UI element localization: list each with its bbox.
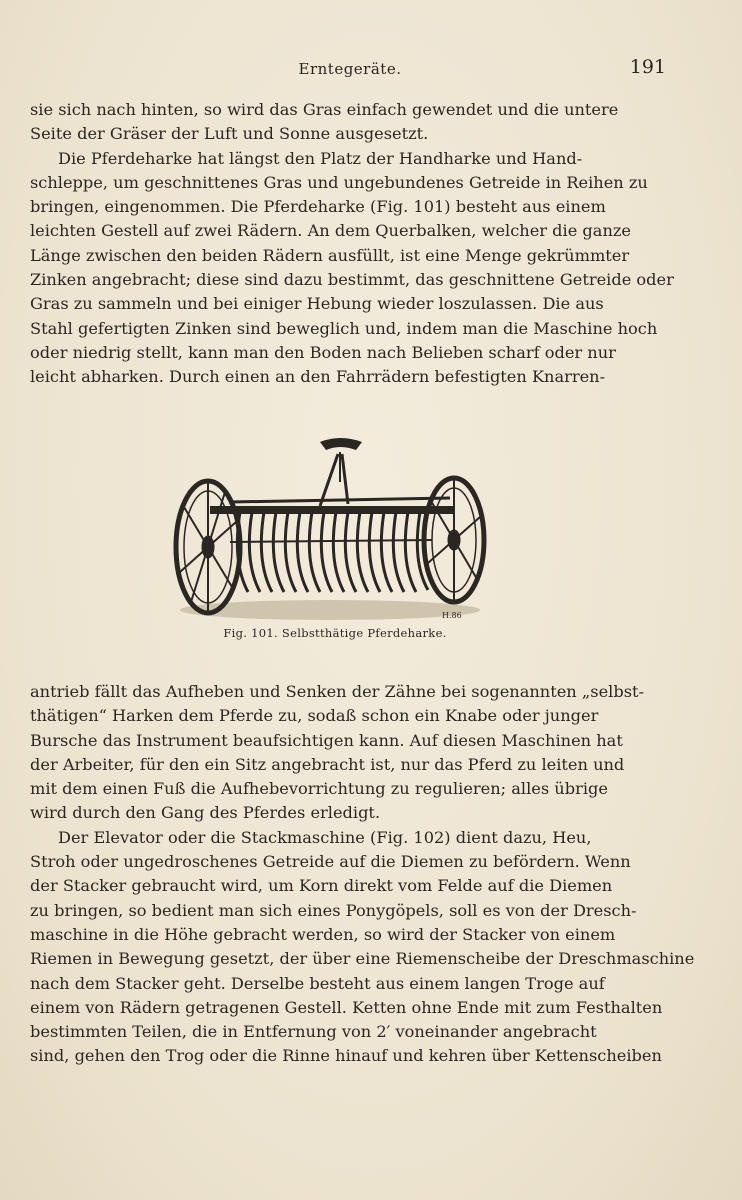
text-block-bottom xyxy=(30,680,695,1069)
text-line: sie sich nach hinten, so wird das Gras einfach gewendet und die untere xyxy=(30,100,619,119)
text-line: bestimmten Teilen, die in Entfernung von 2′ voneinander angebracht xyxy=(30,1022,597,1042)
text-line: sind, gehen den Trog oder die Rinne hinauf und kehren über Kettenscheiben xyxy=(30,1046,662,1066)
text-line: maschine in die Höhe gebracht werden, so wird der Stacker von einem xyxy=(30,924,616,944)
figure-caption: Fig. 101. Selbstthätige Pferdeharke. xyxy=(223,626,447,640)
text-line: Stroh oder ungedroschenes Getreide auf die Diemen zu befördern. Wenn xyxy=(30,852,631,872)
page-number: 191 xyxy=(629,56,666,78)
text-line: bringen, eingenommen. Die Pferdeharke (Fig. 101) besteht aus einem xyxy=(30,197,606,217)
text-line: mit dem einen Fuß die Aufhebevorrichtung zu regulieren; alles übrige xyxy=(30,779,608,799)
rake-tines xyxy=(237,512,428,592)
text-line: nach dem Stacker geht. Derselbe besteht aus einem langen Troge auf xyxy=(30,973,605,993)
text-line: Der Elevator oder die Stackmaschine (Fig. 102) dient dazu, Heu, xyxy=(58,827,592,847)
text-line: Bursche das Instrument beaufsichtigen kann. Auf diesen Maschinen hat xyxy=(30,730,623,750)
text-line: leicht abharken. Durch einen an den Fahrrädern befestigten Knarren- xyxy=(30,367,606,387)
text-line: Länge zwischen den beiden Rädern ausfüllt, ist eine Menge gekrümmter xyxy=(30,245,630,265)
text-line: antrieb fällt das Aufheben und Senken der Zähne bei sogenannten „selbst- xyxy=(30,682,644,701)
text-block-top xyxy=(30,98,674,390)
running-title: Erntegeräte. xyxy=(298,60,402,78)
text-line: schleppe, um geschnittenes Gras und ungebundenes Getreide in Reihen zu xyxy=(30,172,648,192)
text-line: wird durch den Gang des Pferdes erledigt. xyxy=(30,803,381,823)
text-line: Riemen in Bewegung gesetzt, der über eine Riemenscheibe der Dreschmaschine xyxy=(30,949,695,969)
horse-rake-illustration xyxy=(170,432,490,624)
text-line: oder niedrig stellt, kann man den Boden nach Belieben scharf oder nur xyxy=(30,342,616,362)
text-line: einem von Rädern getragenen Gestell. Ketten ohne Ende mit zum Festhalten xyxy=(30,997,663,1017)
text-line: der Arbeiter, für den ein Sitz angebracht ist, nur das Pferd zu leiten und xyxy=(30,754,625,774)
text-line: leichten Gestell auf zwei Rädern. An dem Querbalken, welcher die ganze xyxy=(30,221,631,241)
text-line: Die Pferdeharke hat längst den Platz der Handharke und Hand- xyxy=(58,148,583,168)
text-line: Stahl gefertigten Zinken sind beweglich und, indem man die Maschine hoch xyxy=(30,318,658,338)
figure-horse-rake xyxy=(170,432,490,624)
text-line: Gras zu sammeln und bei einiger Hebung wieder loszulassen. Die aus xyxy=(30,294,604,314)
text-line: der Stacker gebraucht wird, um Korn direkt vom Felde auf die Diemen xyxy=(30,876,613,896)
engraver-signature: H.86 xyxy=(442,611,462,620)
text-line: Zinken angebracht; diese sind dazu bestimmt, das geschnittene Getreide oder xyxy=(30,270,674,290)
text-line: Seite der Gräser der Luft und Sonne ausgesetzt. xyxy=(30,124,429,144)
right-wheel xyxy=(424,478,484,602)
text-line: thätigen“ Harken dem Pferde zu, sodaß schon ein Knabe oder junger xyxy=(30,706,599,726)
text-line: zu bringen, so bedient man sich eines Ponygöpels, soll es von der Dresch- xyxy=(30,900,637,920)
page-header xyxy=(30,56,670,84)
